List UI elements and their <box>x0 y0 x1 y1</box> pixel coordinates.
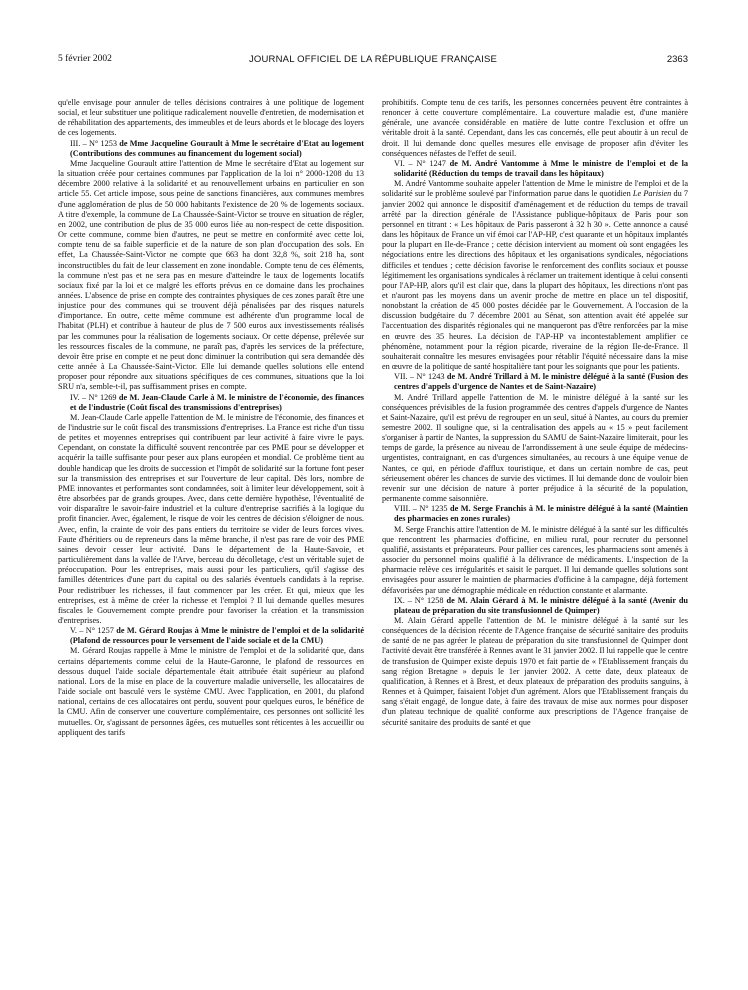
question-title: de M. Jean-Claude Carle à M. le ministre de l'économie, des finances et de l'industrie (Coût fiscal des transmissions d'entreprises) <box>70 392 365 412</box>
header-date: 5 février 2002 <box>58 54 112 64</box>
question-heading-1235 <box>382 504 688 524</box>
page-header <box>58 54 688 68</box>
question-body <box>382 179 688 372</box>
question-heading-1253 <box>58 139 364 159</box>
continued-text: prohibitifs. Compte tenu de ces tarifs, les personnes concernées peuvent être contraintes à renoncer à cette couverture complémentaire. La couverture maladie est, d'une manière générale, une avancée considérable en matière de lutte contre l'exclusion et offre un véritable droit à la santé. Cependant, dans les cas concernés, elle peut aboutir à un recul de droit. Il lui demande donc quelles mesures elle envisage de proposer afin d'éviter les conséquences néfastes de l'effet de seuil. <box>382 98 688 158</box>
body-part: du 7 janvier 2002 qui annonce le dispositif d'aménagement et de réduction du temps de travail arrêté par la direction générale de l'Assistance publique-hôpitaux de Paris pour son personnel en titrant : « Les hôpitaux de Paris passeront à 32 h 30 ». Cette annonce a causé dans les hôpitaux de France un vif émoi car l'AP-HP, c'est quarante et un hôpitaux implantés pour la plupart en Ile-de-France ; cette décision intervient au moment où sont engagées les négociations entre les directions des hôpitaux et les organisations syndicales, négociations difficiles et tendues ; cette décision favorise le renforcement des conflits sociaux et pousse légitimement les organisations syndicales à réclamer un traitement identique à celui consenti pour l'AP-HP, alors qu'il est clair que, dans la plupart des hôpitaux, les directions n'ont pas et n'auront pas les moyens dans un avenir proche de mettre en place un tel dispositif, nonobstant la création de 45 000 postes décidée par le Gouvernement. A l'occasion de la discussion budgétaire du 7 décembre 2001 au Sénat, son attention avait été appelée sur l'accentuation des disparités régionales qui ne manqueront pas d'être renforcées par la mise en œuvre des 35 heures. La décision de l'AP-HP va incontestablement amplifier ce phénomène, notamment pour la région picarde, riveraine de la région Ile-de-France. Il souhaiterait connaître les mesures envisagées pour rétablir l'équité nécessaire dans la mise en œuvre de la politique de santé hospitalière tant pour les soignants que pour les patients. <box>382 189 689 372</box>
question-title: de Mme Jacqueline Gourault à Mme le secrétaire d'Etat au logement (Contributions des communes au financement du logement social) <box>70 138 364 158</box>
question-title: de M. Serge Franchis à M. le ministre délégué à la santé (Maintien des pharmacies en zones rurales) <box>394 504 688 524</box>
question-heading-1257 <box>58 626 364 646</box>
question-body: M. André Trillard appelle l'attention de M. le ministre délégué à la santé sur les conséquences prévisibles de la fusion programmée des centres d'appels d'urgence de Nantes et Saint-Nazaire, qu'il est prévu de regrouper en un seul, situé à Nantes, au cours du premier semestre 2002. Il souligne que, si la centralisation des appels au « 15 » peut facilement s'organiser à partir de Nantes, la suppression du SAMU de Saint-Nazaire limiterait, pour les temps de garde, la présence au niveau de l'arrondissement à une seule équipe de médecins-urgentistes, contraignant, en cas d'urgences simultanées, au recours à une équipe venue de Nantes, ce qui, en période d'afflux touristique, et dans un certain nombre de cas, peut sérieusement obérer les chances de survie des victimes. Il lui demande donc de vouloir bien revenir sur une décision de nature à porter préjudice à la sécurité de la population, permanente comme saisonnière. <box>382 392 688 504</box>
header-title: JOURNAL OFFICIEL DE LA RÉPUBLIQUE FRANÇAISE <box>248 54 498 65</box>
question-number: VII. – N° 1243 <box>394 372 445 382</box>
question-body: M. Gérard Roujas rappelle à Mme le ministre de l'emploi et de la solidarité que, dans certains départements comme celui de la Haute-Garonne, le plafond de ressources en dessous duquel l'aide sociale départementale était attribuée était supérieur au plafond national. Lors de la mise en place de la couverture maladie universelle, les allocataires de l'aide sociale ont basculé vers le système CMU. Avec l'application, en 2001, du plafond national, certains de ces allocataires ont perdu, souvent pour quelques euros, le bénéfice de la CMU. Afin de conserver une couverture complémentaire, ces personnes ont sollicité les mutuelles. Or, s'agissant de personnes âgées, ces mutuelles sont réticentes à les accueillir ou appliquent des tarifs <box>58 646 364 737</box>
question-title: de M. Alain Gérard à M. le ministre délégué à la santé (Avenir du plateau de préparation du site transfusionnel de Quimper) <box>394 595 688 615</box>
question-number: IV. – N° 1269 <box>70 392 117 402</box>
question-body: M. Jean-Claude Carle appelle l'attention de M. le ministre de l'économie, des finances et de l'industrie sur le coût fiscal des transmissions d'entreprises. La France est riche d'un tissu de petites et moyennes entreprises qui contribuent par leur activité à faire vivre le pays. Cependant, on constate la difficulté souvent rencontrée par ces PME pour se développer et acquérir la taille suffisante pour peser aux plans européen et mondial. Ce problème tient au double handicap que les droits de succession et l'impôt de solidarité sur la fortune font peser sur la transmission des entreprises et sur l'ouverture de leur capital. Dès lors, nombre de PME innovantes et performantes sont condamnées, soit à limiter leur développement, soit à être absorbées par de grands groupes. Avec, dans cette dernière hypothèse, l'éventualité de voir disparaître le savoir-faire industriel et la culture d'entreprise sacrifiés à la logique du profit financier. Avec, également, le risque de voir les centres de décision s'éloigner de nous. Avec, enfin, la crainte de voir des pans entiers du territoire se vider de leurs forces vives. Faute d'héritiers ou de repreneurs dans la même branche, il n'est pas rare de voir des PME saines devoir cesser leur activité. Dans le département de la Haute-Savoie, et particulièrement dans la vallée de l'Arve, berceau du décolletage, c'est un véritable sujet de préoccupation. Pour les entreprises, mais aussi pour les particuliers, qu'il s'agisse des familles détentrices d'une part du capital ou des salariés éventuels candidats à la reprise. Pour redistribuer les richesses, il faut commencer par les créer. Et qui, mieux que les entreprises, est à même de créer la richesse et l'emploi ? Il lui demande quelles mesures fiscales le Gouvernement compte prendre pour favoriser la création et la transmission d'entreprises. <box>58 412 364 625</box>
header-page-number: 2363 <box>666 54 688 65</box>
left-column <box>58 98 364 738</box>
newspaper-title: Le Parisien <box>632 189 672 199</box>
question-heading-1269 <box>58 393 364 413</box>
question-heading-1243 <box>382 372 688 392</box>
question-body: Mme Jacqueline Gourault attire l'attention de Mme le secrétaire d'Etat au logement sur la situation créée pour certaines communes par l'application de la loi n° 2000-1208 du 13 décembre 2000 relative à la solidarité et au renouvellement urbains en particulier en son article 55. Cet article impose, sous peine de sanctions financières, aux communes membres d'une agglomération de plus de 50 000 habitants l'existence de 20 % de logements sociaux. A titre d'exemple, la commune de La Chaussée-Saint-Victor se trouve en situation de régler, en 2002, une contribution de plus de 35 000 euros liée au non-respect de cette disposition. Or cette commune, comme bien d'autres, ne peut se mettre en conformité avec cette loi, compte tenu de sa faible superficie et de la nature de son plan d'occupation des sols. En effet, La Chaussée-Saint-Victor ne compte que 663 ha dont 32,8 %, soit 218 ha, sont inconstructibles du fait de leur classement en zone inondable. Compte tenu de ces éléments, la commune n'est pas et ne sera pas en mesure d'atteindre le taux de logements locatifs sociaux fixé par la loi et ce malgré les efforts prévus en ce domaine dans les prochaines années. L'absence de prise en compte des contraintes physiques de ces zones paraît être une injustice pour des communes qui se trouvent déjà pénalisées par des risques naturels d'importance. En outre, cette même commune est adhérente d'un programme local de l'habitat (PLH) et contribue à hauteur de plus de 7 500 euros aux investissements réalisés par les communes pour la réalisation de logements sociaux. Or cette dépense, prélevée sur les ressources fiscales de la commune, ne paraît pas, d'après les services de la préfecture, devoir être prise en compte et ne peut donc diminuer la contribution qui sera demandée dès cette année à La Chaussée-Saint-Victor. Elle lui demande quelles solutions elle entend proposer pour répondre aux situations spécifiques de ces communes, situations que la loi SRU n'a, semble-t-il, pas suffisamment prises en compte. <box>58 158 364 392</box>
question-title: de M. André Vantomme à Mme le ministre de l'emploi et de la solidarité (Réduction du temps de travail dans les hôpitaux) <box>394 158 689 179</box>
right-column <box>382 98 688 728</box>
question-number: VI. – N° 1247 <box>394 158 446 168</box>
question-body: M. Serge Franchis attire l'attention de M. le ministre délégué à la santé sur les difficultés que rencontrent les pharmacies d'officine, en milieu rural, pour recruter du personnel qualifié, assistants et préparateurs. Pour pallier ces carences, les pharmaciens sont amenés à associer du personnel moins qualifié à la délivrance de médicaments. L'inspection de la pharmacie relève ces irrégularités et saisit le parquet. Il lui demande quelles solutions sont envisagées pour assurer le maintien de pharmacies d'officine à la campagne, déjà fortement défavorisées par une démographie médicale en réduction constante et alarmante. <box>382 524 688 595</box>
question-number: IX. – N° 1258 <box>394 595 444 605</box>
question-heading-1247 <box>382 159 688 179</box>
continued-text: qu'elle envisage pour annuler de telles décisions contraires à une politique de logement social, et leur substituer une politique radicalement nouvelle d'entretien, de modernisation et de réhabilitation des appartements, des immeubles et de leurs abords et le blocage des loyers de ces logements. <box>58 98 364 138</box>
body-part: M. André Vantomme souhaite appeler l'attention de Mme le ministre de l'emploi et de la solidarité sur le problème soulevé par l'information parue dans le quotidien <box>382 179 688 199</box>
question-title: de M. André Trillard à M. le ministre délégué à la santé (Fusion des centres d'appels d'urgence de Nantes et de Saint-Nazaire) <box>394 372 688 392</box>
question-body: M. Alain Gérard appelle l'attention de M. le ministre délégué à la santé sur les conséquences de la décision récente de l'Agence française de sécurité sanitaire des produits de santé de ne pas agréer le plateau de préparation du site transfusionnel de Quimper dont l'activité devait être transférée à Rennes avant le 31 janvier 2002. Il lui rappelle que le centre de transfusion de Quimper existe depuis 1970 et fait partie de « l'Etablissement français du sang région Bretagne » depuis le 1er janvier 2002. A cette date, deux plateaux de qualification, à Rennes et à Brest, et deux plateaux de préparation des produits sanguins, à Rennes et à Quimper, faisaient l'objet d'un agrément. Alors que l'Etablissement français du sang s'était engagé, de longue date, à faire des travaux de mise aux normes pour disposer d'un plateau technique de qualité conforme aux prescriptions de l'Agence française de sécurité sanitaire des produits de santé et que <box>382 615 688 727</box>
question-title: de M. Gérard Roujas à Mme le ministre de l'emploi et de la solidarité (Plafond de ressources pour le versement de l'aide sociale et de la CMU) <box>70 626 364 646</box>
question-number: III. – N° 1253 <box>70 138 117 148</box>
question-number: V. – N° 1257 <box>70 626 114 636</box>
question-heading-1258 <box>382 596 688 616</box>
question-number: VIII. – N° 1235 <box>394 504 448 514</box>
